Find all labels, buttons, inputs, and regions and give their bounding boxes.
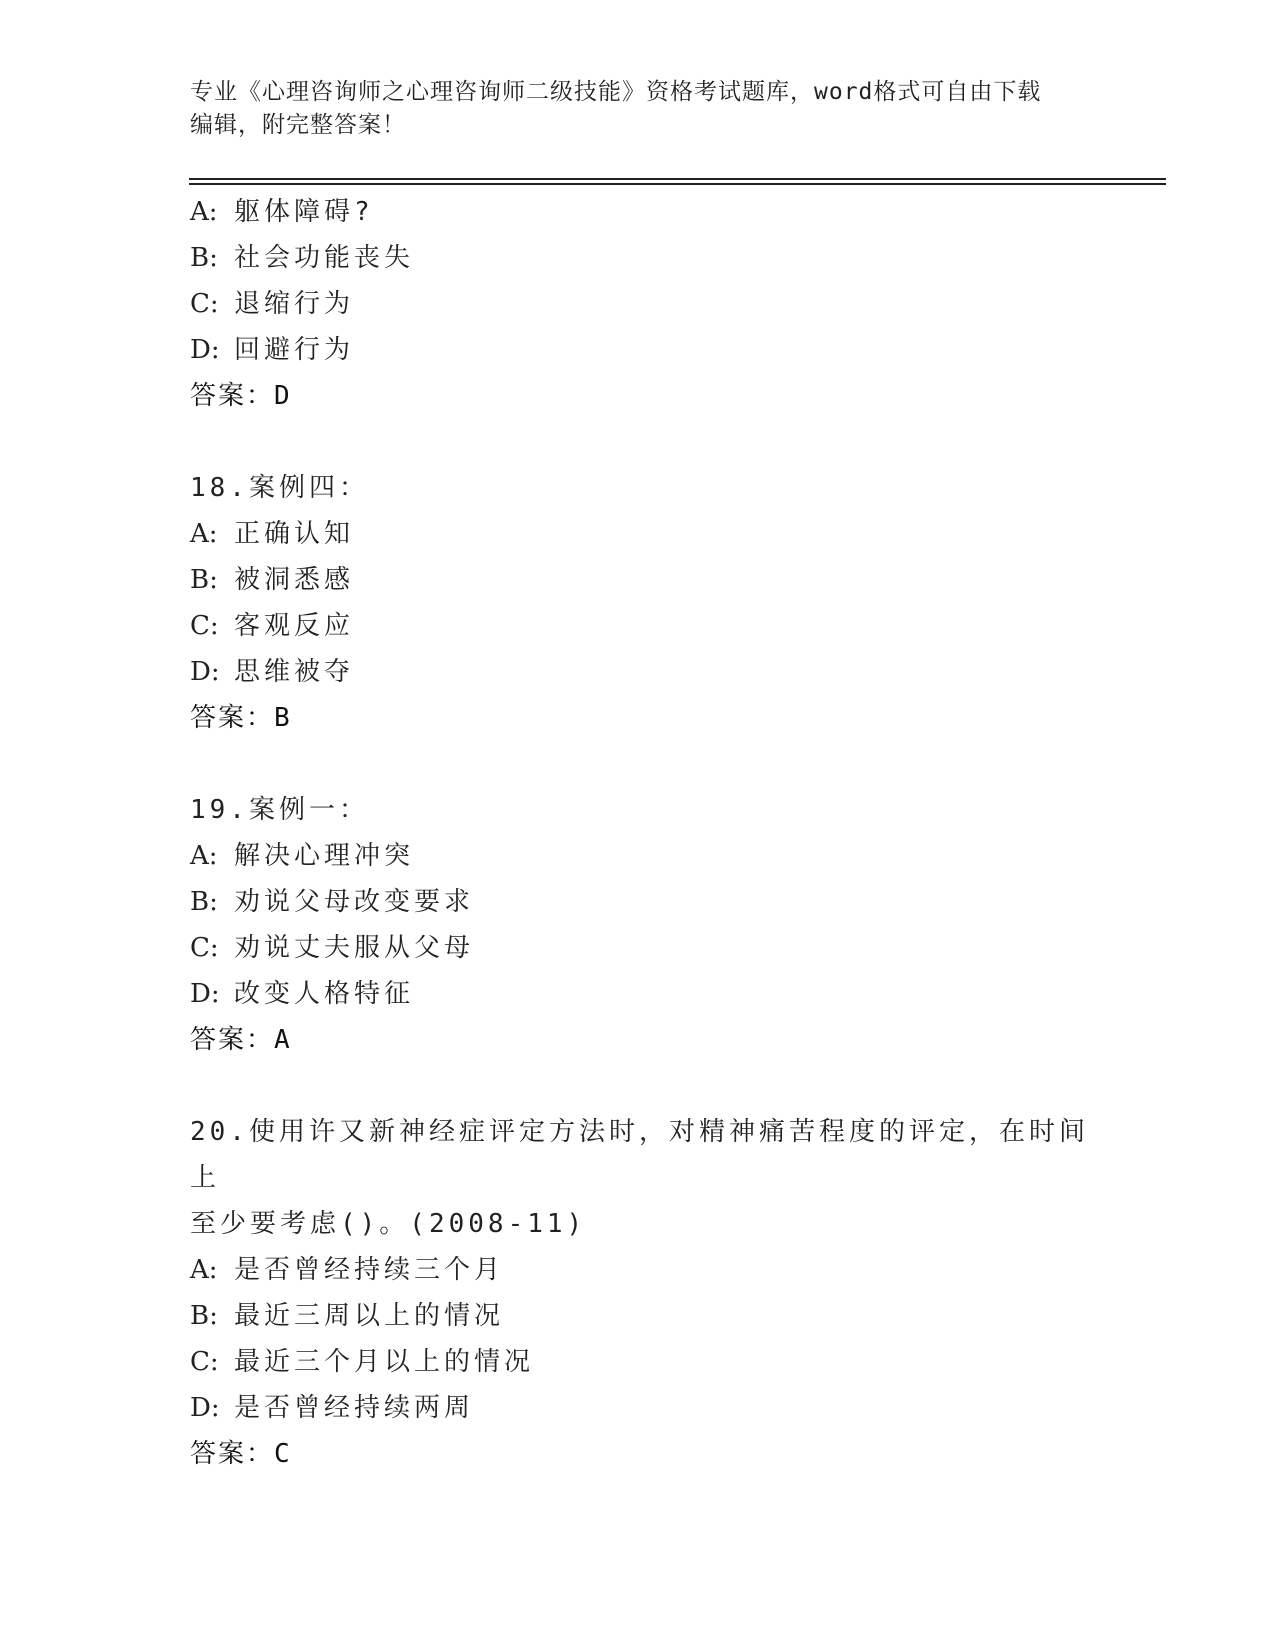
option-text: 正确认知 [234, 519, 355, 549]
question-block [190, 1109, 1110, 1477]
answer-value: C [274, 1439, 291, 1469]
option-row [190, 511, 1110, 557]
option-text: 是否曾经持续两周 [234, 1393, 475, 1423]
option-text: 最近三周以上的情况 [234, 1301, 505, 1331]
option-text: 躯体障碍? [234, 197, 374, 227]
answer-label: 答案： [190, 1439, 275, 1469]
question-list [190, 189, 1110, 1523]
answer-label: 答案： [190, 703, 275, 733]
option-letter: D: [190, 657, 220, 687]
answer-line [190, 695, 1110, 741]
document-header: 专业《心理咨询师之心理咨询师二级技能》资格考试题库，word格式可自由下载 编辑，附完整答案！ [190, 79, 1042, 138]
option-row [190, 833, 1110, 879]
option-row [190, 189, 1110, 235]
question-block [190, 787, 1110, 1063]
option-row [190, 327, 1110, 373]
option-row [190, 879, 1110, 925]
option-text: 解决心理冲突 [234, 841, 415, 871]
option-text: 思维被夺 [234, 657, 355, 687]
option-text: 退缩行为 [234, 289, 355, 319]
option-row [190, 1293, 1110, 1339]
answer-label: 答案： [190, 1025, 275, 1055]
header-rule-bottom [189, 183, 1166, 185]
answer-label: 答案： [190, 381, 275, 411]
question-stem: 19.案例一： [190, 795, 369, 825]
option-row [190, 649, 1110, 695]
option-letter: C: [190, 611, 219, 641]
option-row [190, 1385, 1110, 1431]
option-letter: B: [190, 1301, 218, 1331]
option-row [190, 971, 1110, 1017]
option-letter: D: [190, 1393, 220, 1423]
answer-value: B [274, 703, 291, 733]
option-letter: B: [190, 565, 218, 595]
option-letter: A: [190, 841, 218, 871]
option-letter: C: [190, 933, 219, 963]
option-letter: A: [190, 1255, 218, 1285]
question-block [190, 189, 1110, 419]
answer-line [190, 1017, 1110, 1063]
question-stem: 18.案例四： [190, 473, 369, 503]
option-letter: B: [190, 887, 218, 917]
answer-line [190, 373, 1110, 419]
option-row [190, 1247, 1110, 1293]
option-letter: A: [190, 197, 218, 227]
option-text: 最近三个月以上的情况 [234, 1347, 535, 1377]
question-block [190, 465, 1110, 741]
option-row [190, 281, 1110, 327]
option-text: 客观反应 [234, 611, 355, 641]
option-row [190, 1339, 1110, 1385]
option-text: 社会功能丧失 [234, 243, 415, 273]
answer-line [190, 1431, 1110, 1477]
option-letter: B: [190, 243, 218, 273]
option-text: 劝说丈夫服从父母 [234, 933, 475, 963]
question-stem: 20.使用许又新神经症评定方法时，对精神痛苦程度的评定，在时间上 至少要考虑()。(2008-11) [190, 1117, 1089, 1239]
option-row [190, 557, 1110, 603]
option-letter: C: [190, 289, 219, 319]
answer-value: D [274, 381, 291, 411]
option-text: 回避行为 [234, 335, 355, 365]
option-letter: A: [190, 519, 218, 549]
option-text: 劝说父母改变要求 [234, 887, 475, 917]
answer-value: A [274, 1025, 291, 1055]
option-text: 是否曾经持续三个月 [234, 1255, 505, 1285]
header-rule-top [189, 178, 1166, 180]
option-letter: D: [190, 979, 220, 1009]
option-text: 被洞悉感 [234, 565, 355, 595]
option-row [190, 603, 1110, 649]
option-row [190, 925, 1110, 971]
option-row [190, 235, 1110, 281]
option-text: 改变人格特征 [234, 979, 415, 1009]
option-letter: D: [190, 335, 220, 365]
option-letter: C: [190, 1347, 219, 1377]
